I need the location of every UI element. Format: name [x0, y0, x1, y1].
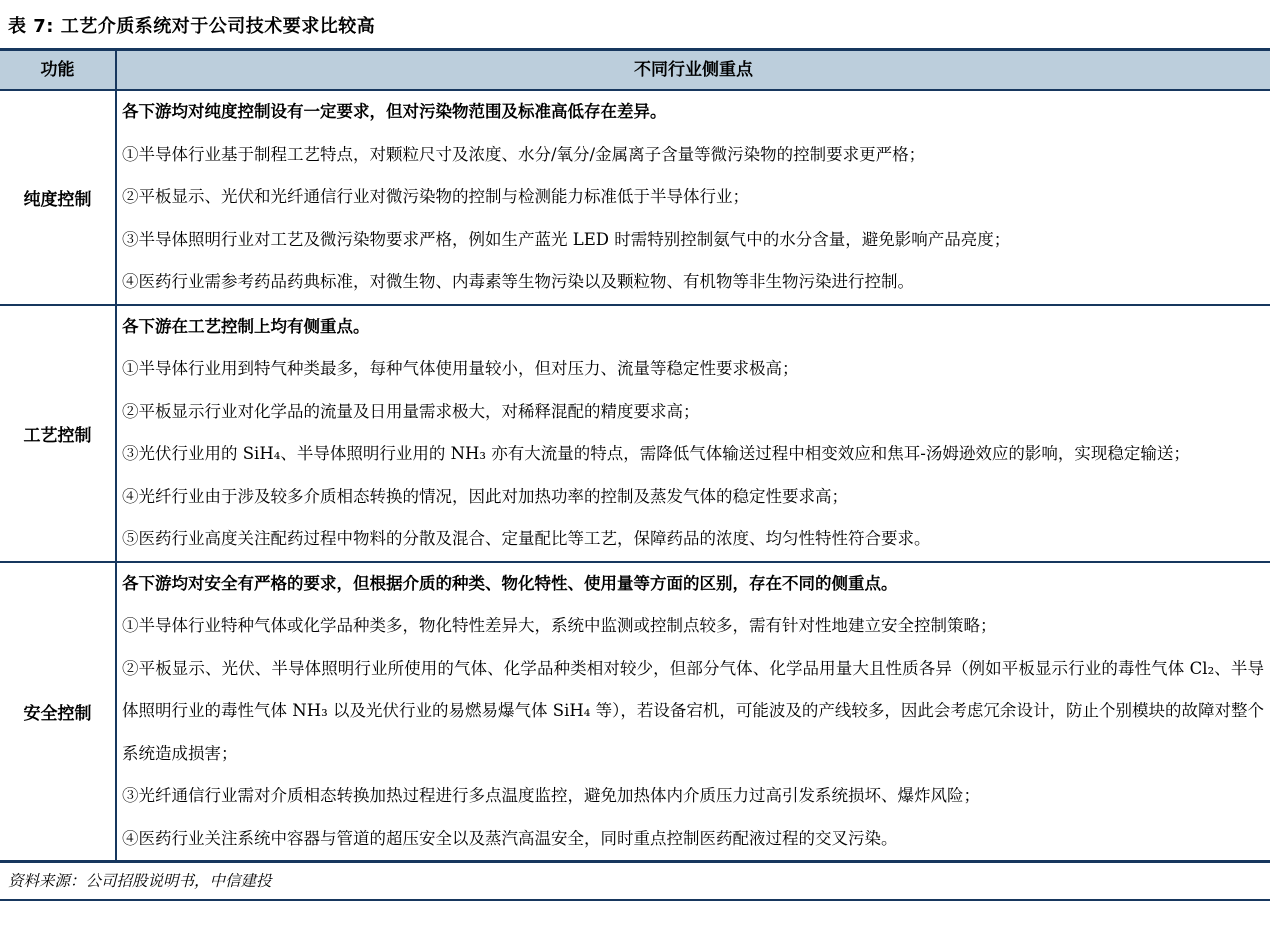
- row-item: ①半导体行业基于制程工艺特点，对颗粒尺寸及浓度、水分/氧分/金属离子含量等微污染物的控制要求更严格；: [122, 144, 926, 164]
- industry-focus-table: [0, 48, 1270, 863]
- row-item: ③半导体照明行业对工艺及微污染物要求严格，例如生产蓝光 LED 时需特别控制氨气中的水分含量，避免影响产品亮度；: [122, 229, 1011, 249]
- row-content-process-control: [117, 306, 1270, 561]
- row-item: ⑤医药行业高度关注配药过程中物料的分散及混合、定量配比等工艺，保障药品的浓度、均匀性特性符合要求。: [122, 529, 931, 548]
- table-row-process-control: [0, 306, 1270, 563]
- row-item: ③光纤通信行业需对介质相态转换加热过程进行多点温度监控，避免加热体内介质压力过高引发系统损坏、爆炸风险；: [122, 786, 980, 805]
- row-item: ②平板显示、光伏和光纤通信行业对微污染物的控制与检测能力标准低于半导体行业；: [122, 187, 749, 206]
- row-item: ③光伏行业用的 SiH₄、半导体照明行业用的 NH₃ 亦有大流量的特点，需降低气体输送过程中相变效应和焦耳-汤姆逊效应的影响，实现稳定输送；: [122, 444, 1190, 463]
- table-header-row: [0, 51, 1270, 91]
- row-content-safety-control: [117, 563, 1270, 861]
- column-header-function: 功能: [0, 51, 117, 89]
- bottom-divider: [0, 899, 1270, 901]
- row-lead-text: 各下游在工艺控制上均有侧重点。: [122, 316, 370, 336]
- row-lead-text: 各下游均对安全有严格的要求，但根据介质的种类、物化特性、使用量等方面的区别，存在不同的侧重点。: [122, 573, 898, 593]
- table-row-purity-control: [0, 91, 1270, 306]
- row-item: ④光纤行业由于涉及较多介质相态转换的情况，因此对加热功率的控制及蒸发气体的稳定性要求高；: [122, 486, 848, 506]
- row-item: ②平板显示行业对化学品的流量及日用量需求极大，对稀释混配的精度要求高；: [122, 401, 700, 421]
- row-item: ④医药行业需参考药品药典标准，对微生物、内毒素等生物污染以及颗粒物、有机物等非生物污染进行控制。: [122, 272, 914, 291]
- row-item: ①半导体行业特种气体或化学品种类多，物化特性差异大，系统中监测或控制点较多，需有针对性地建立安全控制策略；: [122, 616, 997, 635]
- table-title: 表 7: 工艺介质系统对于公司技术要求比较高: [8, 16, 376, 37]
- row-label-process-control: 工艺控制: [0, 306, 117, 561]
- row-content-purity-control: [117, 91, 1270, 304]
- row-label-purity-control: 纯度控制: [0, 91, 117, 304]
- table-row-safety-control: [0, 563, 1270, 861]
- row-lead-text: 各下游均对纯度控制设有一定要求，但对污染物范围及标准高低存在差异。: [122, 102, 667, 121]
- row-label-safety-control: 安全控制: [0, 563, 117, 861]
- row-item: ④医药行业关注系统中容器与管道的超压安全以及蒸汽高温安全，同时重点控制医药配液过程的交叉污染。: [122, 828, 898, 848]
- column-header-industry-focus: 不同行业侧重点: [634, 60, 753, 80]
- source-note: 资料来源：公司招股说明书，中信建投: [8, 872, 272, 890]
- row-item: ①半导体行业用到特气种类最多，每种气体使用量较小，但对压力、流量等稳定性要求极高；: [122, 359, 799, 378]
- row-item: ②平板显示、光伏、半导体照明行业所使用的气体、化学品种类相对较少，但部分气体、化学品用量大且性质各异（例如平板显示行业的毒性气体 Cl₂、半导体照明行业的毒性气体 NH₃ 以及光伏行业的易燃易爆气体 SiH₄ 等），若设备宕机，可能波及的产线较多，因此会考虑冗余设计，防止个别模块的故障对整个系统造成损害；: [122, 658, 1264, 763]
